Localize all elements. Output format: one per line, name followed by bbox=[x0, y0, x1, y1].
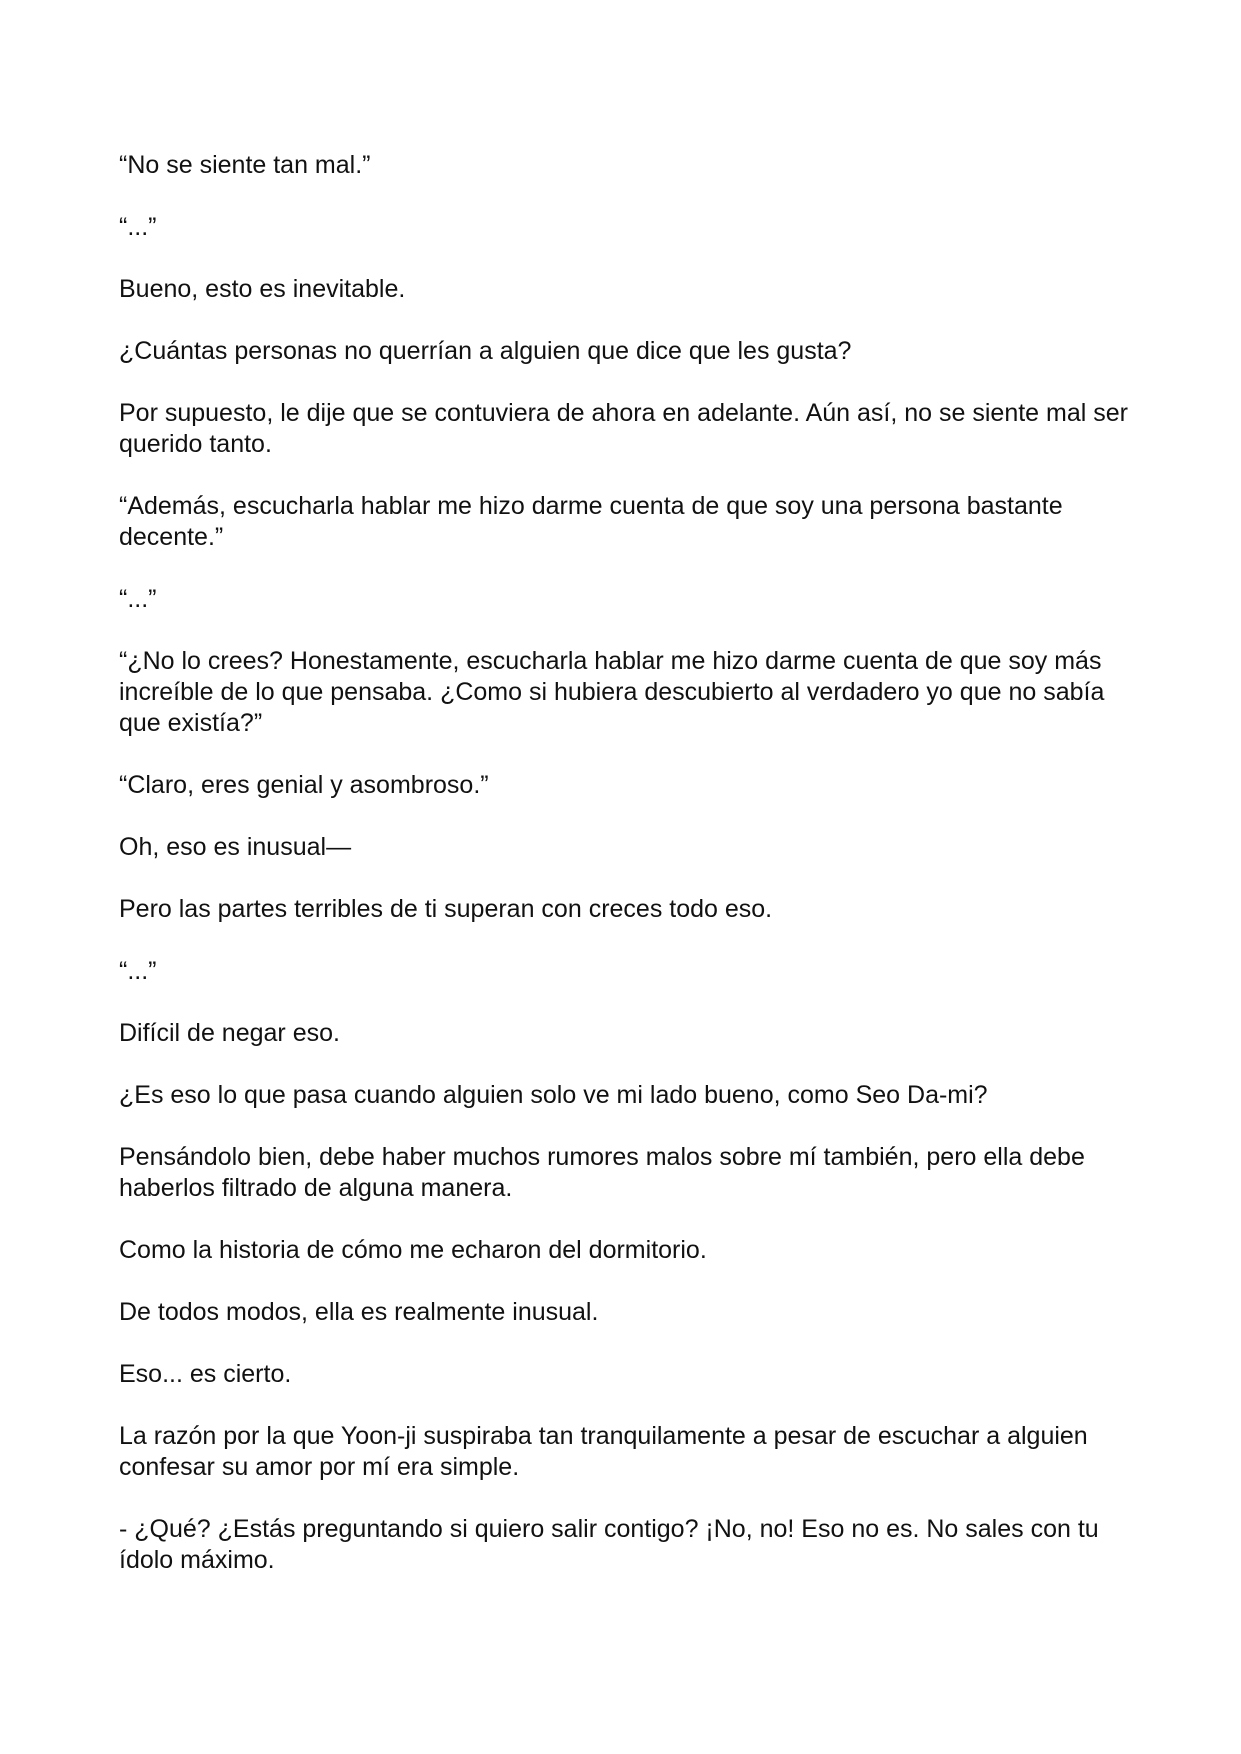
paragraph: “...” bbox=[119, 957, 157, 985]
paragraph: “...” bbox=[119, 213, 157, 241]
paragraph: Como la historia de cómo me echaron del dormitorio. bbox=[119, 1236, 707, 1264]
paragraph: “¿No lo crees? Honestamente, escucharla hablar me hizo darme cuenta de que soy más increíble de lo que pensaba. ¿Como si hubiera descubierto al verdadero yo que no sabía que existía?” bbox=[119, 647, 1105, 737]
paragraph: Pero las partes terribles de ti superan con creces todo eso. bbox=[119, 895, 773, 923]
paragraph: ¿Es eso lo que pasa cuando alguien solo ve mi lado bueno, como Seo Da-mi? bbox=[119, 1081, 988, 1109]
paragraph: Bueno, esto es inevitable. bbox=[119, 275, 406, 303]
paragraph: “No se siente tan mal.” bbox=[119, 151, 371, 179]
paragraph: ¿Cuántas personas no querrían a alguien que dice que les gusta? bbox=[119, 337, 852, 365]
paragraph: Por supuesto, le dije que se contuviera de ahora en adelante. Aún así, no se siente mal ser querido tanto. bbox=[119, 399, 1128, 458]
paragraph: La razón por la que Yoon-ji suspiraba tan tranquilamente a pesar de escuchar a alguien confesar su amor por mí era simple. bbox=[119, 1422, 1088, 1481]
document-body bbox=[119, 150, 1129, 1576]
paragraph: Oh, eso es inusual— bbox=[119, 833, 352, 861]
paragraph: - ¿Qué? ¿Estás preguntando si quiero salir contigo? ¡No, no! Eso no es. No sales con tu ídolo máximo. bbox=[119, 1515, 1099, 1574]
paragraph: “Claro, eres genial y asombroso.” bbox=[119, 771, 489, 799]
paragraph: De todos modos, ella es realmente inusual. bbox=[119, 1298, 599, 1326]
paragraph: “...” bbox=[119, 585, 157, 613]
paragraph: Eso... es cierto. bbox=[119, 1360, 292, 1388]
paragraph: Pensándolo bien, debe haber muchos rumores malos sobre mí también, pero ella debe haberlos filtrado de alguna manera. bbox=[119, 1143, 1085, 1202]
paragraph: Difícil de negar eso. bbox=[119, 1019, 340, 1047]
paragraph: “Además, escucharla hablar me hizo darme cuenta de que soy una persona bastante decente.” bbox=[119, 492, 1063, 551]
